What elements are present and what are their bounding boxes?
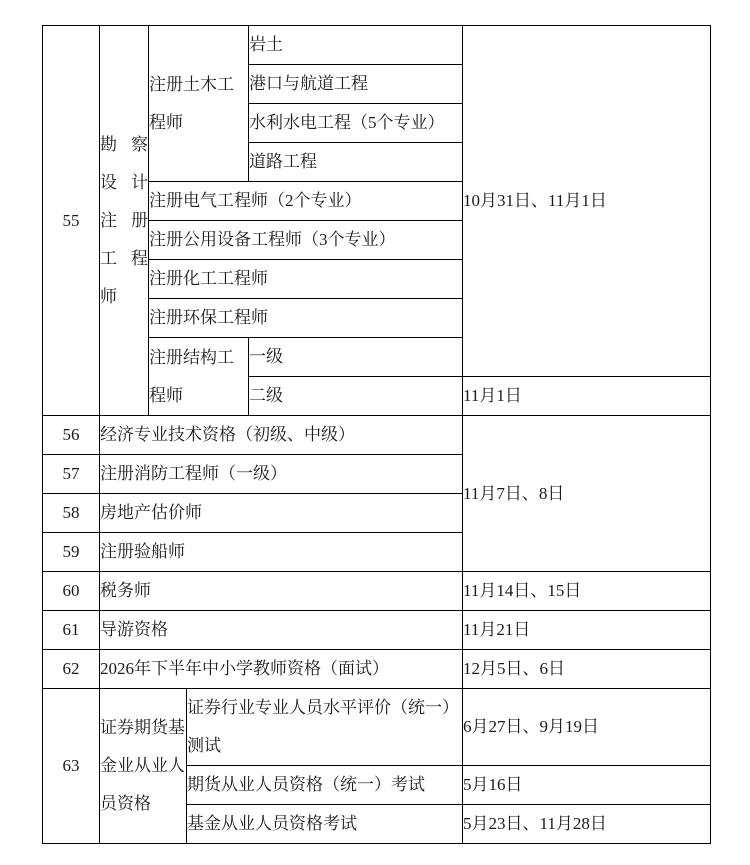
row-number-61: 61 xyxy=(43,611,100,650)
exam-fund-qualification: 基金从业人员资格考试 xyxy=(187,805,463,844)
date-cell-row60: 11月14日、15日 xyxy=(463,572,711,611)
table-row xyxy=(43,611,711,650)
structural-level-2: 二级 xyxy=(249,377,463,416)
exam-electrical-engineer: 注册电气工程师（2个专业） xyxy=(149,182,463,221)
specialty-road-engineering: 道路工程 xyxy=(249,143,463,182)
subcategory-structural-engineer: 注册结构工程师 xyxy=(149,338,249,416)
exam-fire-protection-engineer: 注册消防工程师（一级） xyxy=(100,455,463,494)
row-number-56: 56 xyxy=(43,416,100,455)
date-cell-structural-level2: 11月1日 xyxy=(463,377,711,416)
date-cell-securities-test: 6月27日、9月19日 xyxy=(463,689,711,766)
row-number-63: 63 xyxy=(43,689,100,844)
table-row xyxy=(43,650,711,689)
exam-tax-advisor: 税务师 xyxy=(100,572,463,611)
exam-environmental-engineer: 注册环保工程师 xyxy=(149,299,463,338)
date-cell-row61: 11月21日 xyxy=(463,611,711,650)
date-cell-futures: 5月16日 xyxy=(463,766,711,805)
exam-securities-evaluation-test: 证券行业专业人员水平评价（统一）测试 xyxy=(187,689,463,766)
date-cell-fund: 5月23日、11月28日 xyxy=(463,805,711,844)
exam-chemical-engineer: 注册化工工程师 xyxy=(149,260,463,299)
subcategory-civil-engineer: 注册土木工程师 xyxy=(149,26,249,182)
exam-real-estate-appraiser: 房地产估价师 xyxy=(100,494,463,533)
specialty-water-conservancy: 水利水电工程（5个专业） xyxy=(249,104,463,143)
date-cell-rows56-59: 11月7日、8日 xyxy=(463,416,711,572)
exam-tour-guide: 导游资格 xyxy=(100,611,463,650)
row-number-57: 57 xyxy=(43,455,100,494)
exam-futures-qualification: 期货从业人员资格（统一）考试 xyxy=(187,766,463,805)
row-number-59: 59 xyxy=(43,533,100,572)
row-number-62: 62 xyxy=(43,650,100,689)
exam-public-utility-engineer: 注册公用设备工程师（3个专业） xyxy=(149,221,463,260)
category-securities-futures-funds: 证券期货基金业从业人员资格 xyxy=(100,689,187,844)
specialty-geotechnical: 岩土 xyxy=(249,26,463,65)
structural-level-1: 一级 xyxy=(249,338,463,377)
date-cell-row55-main: 10月31日、11月1日 xyxy=(463,26,711,377)
table-row xyxy=(43,689,711,766)
specialty-port-waterway: 港口与航道工程 xyxy=(249,65,463,104)
table-row xyxy=(43,26,711,65)
row-number-55: 55 xyxy=(43,26,100,416)
category-survey-design-engineer: 勘察设计注册工程师 xyxy=(100,26,149,416)
exam-ship-surveyor: 注册验船师 xyxy=(100,533,463,572)
table-row xyxy=(43,572,711,611)
exam-schedule-table xyxy=(42,25,711,844)
row-number-60: 60 xyxy=(43,572,100,611)
exam-economic-professional: 经济专业技术资格（初级、中级） xyxy=(100,416,463,455)
row-number-58: 58 xyxy=(43,494,100,533)
exam-teacher-qualification: 2026年下半年中小学教师资格（面试） xyxy=(100,650,463,689)
table-row xyxy=(43,416,711,455)
date-cell-row62: 12月5日、6日 xyxy=(463,650,711,689)
